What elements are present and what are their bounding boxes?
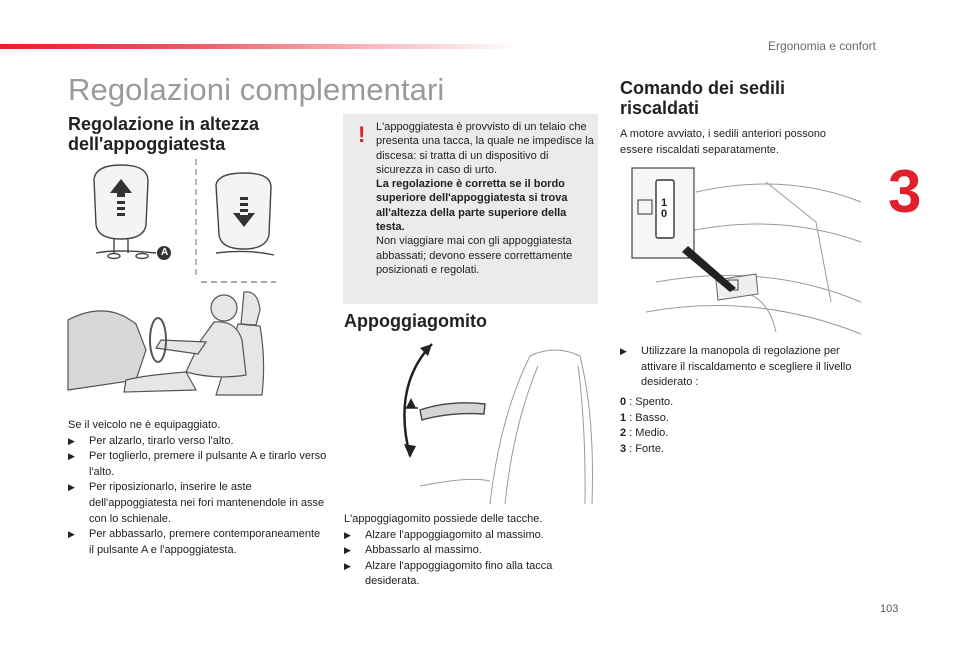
heated-seat-illustration — [616, 162, 866, 337]
list-item: ▶ Per abbassarlo, premere contemporaneamente il pulsante A e l'appoggiatesta. — [68, 528, 321, 556]
heat-level-row: 2 : Medio. — [620, 427, 669, 440]
right-triangle-bullet-icon: ▶ — [68, 451, 75, 462]
heat-level-row: 0 : Spento. — [620, 396, 674, 408]
armrest-illustration — [380, 336, 600, 506]
armrest-intro: L'appoggiagomito possiede delle tacche. — [344, 513, 543, 525]
headrest-illustration — [66, 157, 276, 277]
right-triangle-bullet-icon: ▶ — [68, 529, 75, 540]
page-number: 103 — [880, 603, 899, 615]
warning-paragraph: L'appoggiatesta è provvisto di un telaio che presenta una tacca, la quale ne impedisce la discesa: si tratta di un dispositivo di sicurezza in caso di urto. — [376, 121, 594, 176]
right-triangle-bullet-icon: ▶ — [68, 482, 75, 493]
warning-bold-paragraph: La regolazione è corretta se il bordo superiore dell'appoggiatesta si trova all'altezza della parte superiore della testa. — [376, 178, 568, 234]
list-item: ▶ Abbassarlo al massimo. — [344, 543, 594, 559]
right-triangle-bullet-icon: ▶ — [620, 346, 627, 356]
heated-seats-heading: Comando dei sedili riscaldati — [620, 78, 786, 118]
warning-box — [343, 114, 598, 304]
list-item: ▶ Per alzarlo, tirarlo verso l'alto. — [68, 434, 328, 450]
header-accent-bar — [0, 44, 520, 49]
list-item: ▶ Per toglierlo, premere il pulsante A e tirarlo verso l'alto. — [68, 450, 327, 478]
heat-level-row: 1 : Basso. — [620, 411, 669, 424]
warning-exclamation-icon: ! — [358, 122, 366, 147]
armrest-heading: Appoggiagomito — [344, 311, 487, 331]
right-triangle-bullet-icon: ▶ — [344, 529, 351, 540]
armrest-bullet-list — [344, 528, 594, 590]
button-a-label: A — [161, 247, 169, 258]
heated-seats-intro: A motore avviato, i sedili anteriori possono essere riscaldati separatamente. — [620, 128, 827, 156]
heated-bullet-list — [620, 344, 865, 391]
right-triangle-bullet-icon: ▶ — [344, 560, 351, 571]
chapter-number: 3 — [888, 158, 922, 225]
dial-label-0: 0 — [661, 208, 668, 220]
dial-label-1: 1 — [661, 197, 668, 209]
right-triangle-bullet-icon: ▶ — [68, 435, 75, 446]
heat-level-row: 3 : Forte. — [620, 442, 665, 455]
seated-driver-illustration — [66, 280, 276, 400]
list-item: ▶ Utilizzare la manopola di regolazione per attivare il riscaldamento e scegliere il livello desiderato : — [620, 345, 852, 389]
section-title: Ergonomia e confort — [767, 39, 876, 53]
list-item: ▶ Alzare l'appoggiagomito al massimo. — [344, 528, 594, 544]
warning-paragraph: Non viaggiare mai con gli appoggiatesta abbassati; devono essere correttamente posizionati e regolati. — [376, 235, 573, 276]
list-item: ▶ Alzare l'appoggiagomito fino alla tacca desiderata. — [344, 559, 553, 588]
headrest-intro: Se il veicolo ne è equipaggiato. — [68, 419, 221, 431]
headrest-bullet-list — [68, 434, 328, 559]
page-title: Regolazioni complementari — [68, 72, 445, 107]
headrest-heading: Regolazione in altezza dell'appoggiatesta — [68, 114, 260, 154]
heat-levels-list — [620, 395, 820, 457]
list-item: ▶ Per riposizionarlo, inserire le aste dell'appoggiatesta nei fori mantenendole in asse con lo schienale. — [68, 481, 325, 525]
right-triangle-bullet-icon: ▶ — [344, 545, 351, 556]
